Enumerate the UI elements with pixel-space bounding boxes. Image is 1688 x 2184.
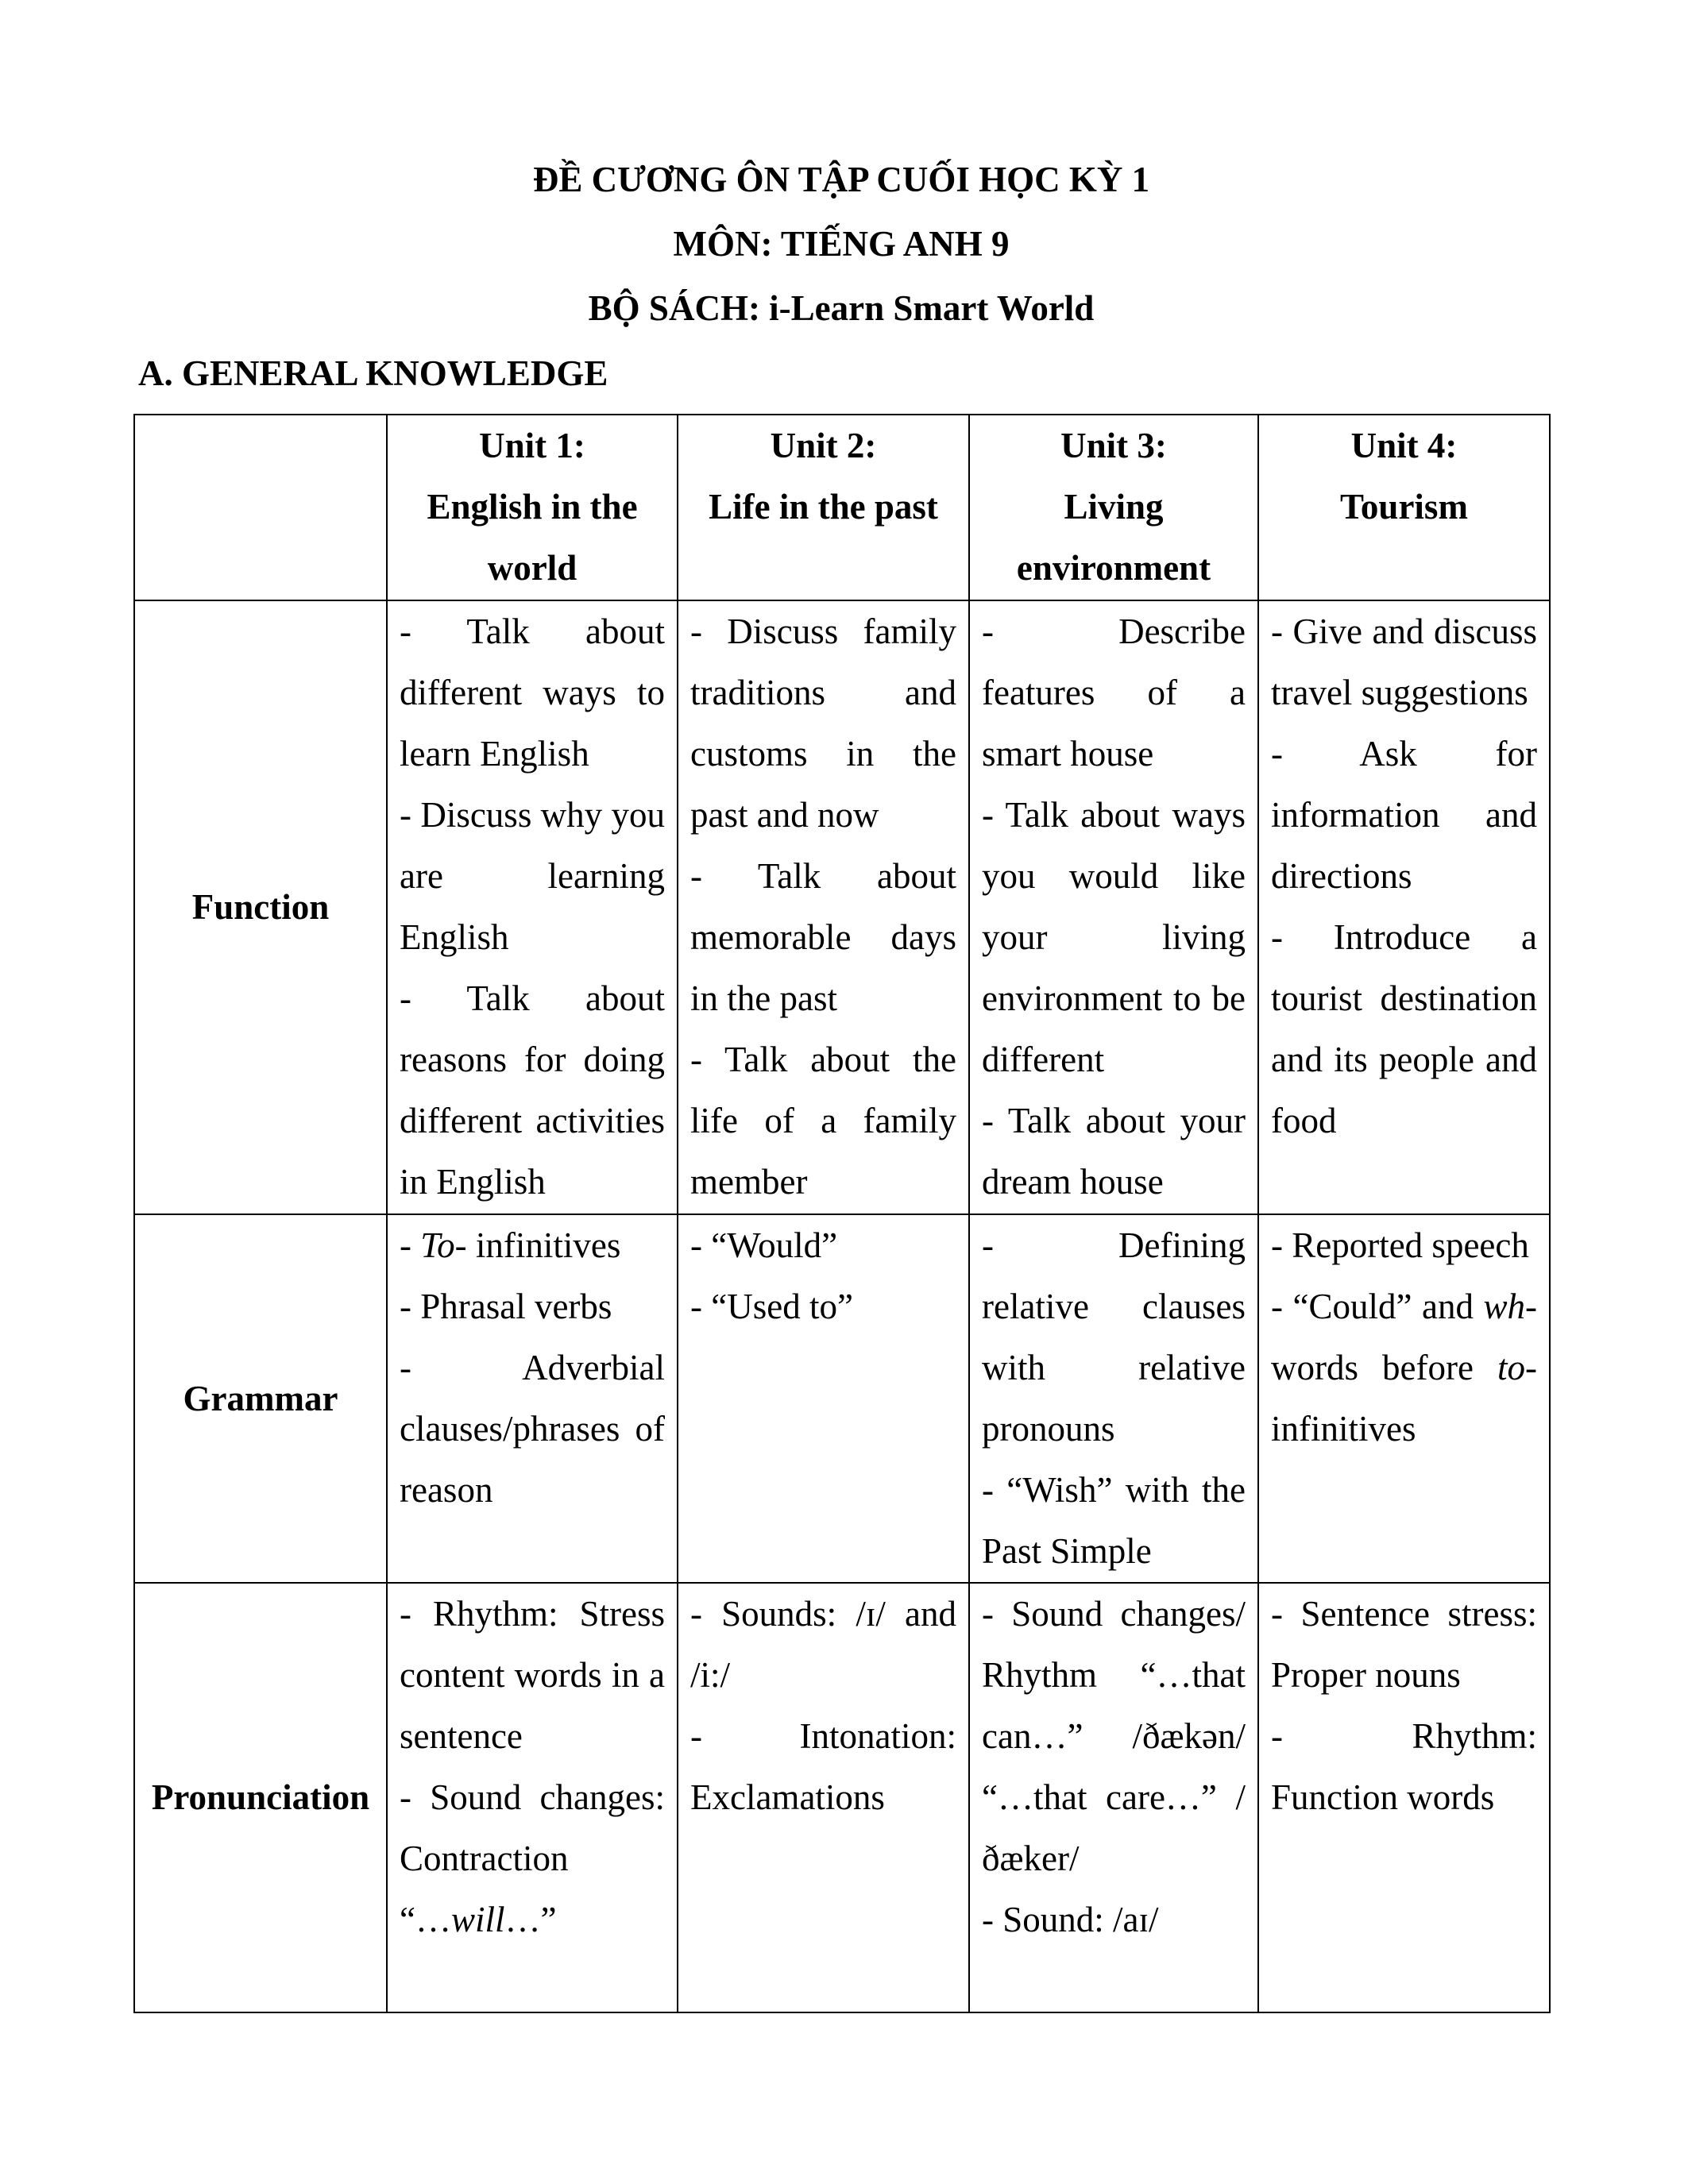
text: infinitives bbox=[1271, 1409, 1416, 1449]
document-header bbox=[133, 148, 1549, 341]
item: - Sounds: /ɪ/ and /i:/ bbox=[690, 1594, 956, 1695]
book-line: BỘ SÁCH: i-Learn Smart World bbox=[588, 288, 1095, 328]
item: - Intonation: Exclamations bbox=[690, 1716, 956, 1817]
item: - Defining relative clauses with relative pronouns bbox=[982, 1225, 1246, 1449]
item bbox=[400, 1889, 665, 1951]
text: …” bbox=[504, 1900, 557, 1939]
item: - Describe features of a smart house bbox=[982, 612, 1246, 774]
unit-number: Unit 4: bbox=[1350, 426, 1458, 465]
item: - Phrasal verbs bbox=[400, 1287, 612, 1326]
item: - Discuss why you are learning English bbox=[400, 795, 665, 957]
item: - Rhythm: Stress content words in a sentence bbox=[400, 1594, 665, 1756]
item: - Discuss family traditions and customs in the past and now bbox=[690, 612, 956, 835]
cell bbox=[969, 1583, 1258, 2012]
unit-name: English in the world bbox=[427, 487, 638, 588]
cell bbox=[678, 1214, 969, 1583]
cell bbox=[1258, 1583, 1550, 2012]
unit-4-header bbox=[1258, 415, 1550, 600]
cell bbox=[1258, 1214, 1550, 1583]
item: - Introduce a tourist destination and its people and food bbox=[1271, 917, 1537, 1140]
item: - Sound changes: Contraction bbox=[400, 1777, 665, 1878]
italic-text: wh- bbox=[1483, 1287, 1537, 1326]
cell bbox=[387, 1214, 678, 1583]
text: - bbox=[400, 1225, 421, 1265]
empty-corner-cell bbox=[134, 415, 387, 600]
table-header-row bbox=[134, 415, 1550, 600]
cell bbox=[678, 600, 969, 1214]
cell bbox=[678, 1583, 969, 2012]
item: - Talk about reasons for doing different activities in English bbox=[400, 978, 665, 1202]
unit-number: Unit 2: bbox=[770, 426, 877, 465]
item: - Sentence stress: Proper nouns bbox=[1271, 1594, 1537, 1695]
cell bbox=[387, 1583, 678, 2012]
row-label: Pronunciation bbox=[134, 1583, 387, 2012]
item: - Talk about memorable days in the past bbox=[690, 856, 956, 1018]
cell bbox=[969, 600, 1258, 1214]
unit-3-header bbox=[969, 415, 1258, 600]
knowledge-table bbox=[133, 414, 1551, 2013]
unit-number: Unit 3: bbox=[1060, 426, 1167, 465]
item: - Rhythm: Function words bbox=[1271, 1716, 1537, 1817]
table-row-function bbox=[134, 600, 1550, 1214]
unit-1-header bbox=[387, 415, 678, 600]
item: - Talk about your dream house bbox=[982, 1101, 1246, 1202]
item: - “Wish” with the Past Simple bbox=[982, 1470, 1246, 1571]
item: - Ask for information and directions bbox=[1271, 734, 1537, 896]
text: “… bbox=[400, 1900, 451, 1939]
item: - “Would” bbox=[690, 1225, 838, 1265]
cell bbox=[1258, 600, 1550, 1214]
table-row-pronunciation bbox=[134, 1583, 1550, 2012]
italic-text: To- bbox=[420, 1225, 467, 1265]
item bbox=[400, 1215, 665, 1276]
unit-name: Living environment bbox=[1016, 487, 1211, 588]
unit-2-header bbox=[678, 415, 969, 600]
text: words before bbox=[1271, 1348, 1497, 1387]
cell bbox=[387, 600, 678, 1214]
document-title: ĐỀ CƯƠNG ÔN TẬP CUỐI HỌC KỲ 1 bbox=[532, 160, 1150, 199]
table-row-grammar bbox=[134, 1214, 1550, 1583]
item: - Talk about ways you would like your living environment to be different bbox=[982, 795, 1246, 1079]
unit-name: Tourism bbox=[1340, 487, 1468, 527]
item: - Adverbial clauses/phrases of reason bbox=[400, 1348, 665, 1510]
item: - “Used to” bbox=[690, 1287, 853, 1326]
item: - Talk about different ways to learn English bbox=[400, 612, 665, 774]
unit-name: Life in the past bbox=[709, 487, 938, 527]
item: - Talk about the life of a family member bbox=[690, 1040, 956, 1202]
italic-text: to- bbox=[1497, 1348, 1537, 1387]
item: - Reported speech bbox=[1271, 1225, 1529, 1265]
row-label: Function bbox=[134, 600, 387, 1214]
cell bbox=[969, 1214, 1258, 1583]
italic-text: will bbox=[450, 1900, 505, 1939]
item: - Sound: /aɪ/ bbox=[982, 1900, 1159, 1939]
subject-line: MÔN: TIẾNG ANH 9 bbox=[673, 224, 1010, 264]
text: infinitives bbox=[466, 1225, 621, 1265]
text: - “Could” and bbox=[1271, 1287, 1484, 1326]
unit-number: Unit 1: bbox=[479, 426, 585, 465]
item: - Sound changes/ Rhythm “…that can…” /ðækən/ “…that care…” /ðæker/ bbox=[982, 1594, 1246, 1878]
item: - Give and discuss travel suggestions bbox=[1271, 612, 1537, 712]
item bbox=[1271, 1276, 1537, 1460]
row-label: Grammar bbox=[134, 1214, 387, 1583]
section-heading: A. GENERAL KNOWLEDGE bbox=[138, 353, 608, 393]
